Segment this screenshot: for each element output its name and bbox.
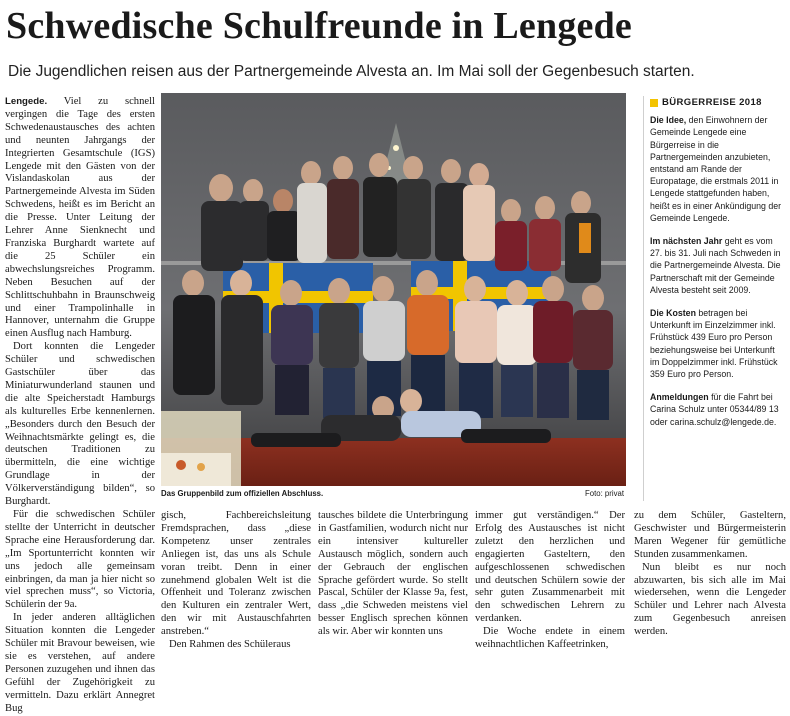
paragraph: tausches bildete die Unterbringung in Gastfamilien, wodurch nicht nur ein intensiver kultureller Austausch möglich, sondern auch der Gebrauch der englischen Sprache gefördert wurde. So stellt Pascal, Schüler der Klasse 9a, fest, dass „die Schweden meistens viel besser Englisch sprechen können als wir. Aber wir konnten uns (318, 510, 468, 638)
sidebar-divider (643, 96, 644, 501)
sidebar-text: den Einwohnern der Gemeinde Lengede eine Bürgerreise in die Partnergemeinden anzubieten, entstand am Rande der Europatage, die erstmals 2011 in Lengede stattgefunden haben, heißt es in einer Ankündigung der Gemeinde Lengede. (650, 115, 782, 223)
sidebar-paragraph (650, 391, 786, 428)
sidebar-paragraph (650, 235, 786, 296)
article-column-2 (161, 510, 311, 652)
yellow-square-icon (650, 99, 658, 107)
article-column-4 (475, 510, 625, 652)
sidebar-bold-lead: Die Idee, (650, 115, 687, 126)
paragraph-text: Viel zu schnell vergingen die Tage des ersten Schwedenaustausches des achten und neunten Jahrgangs der Integrierten Gesamtschule (IGS) Lengede mit den Gästen von der Vislandaskolan aus der Partnergemeinde Alvesta im Süden Schwedens, heißt es im Bericht an die Presse. Unter Leitung der Lehrer Anne Sienknecht und Franziska Burghardt wartete auf die 25 Schüler ein abwechslungsreiches Programm. Neben Besuchen auf der Schlittschuhbahn in Braunschweig und einer Trampolinhalle in Hannover, unternahm die Gruppe einen Ausflug nach Hamburg. (5, 96, 155, 340)
sidebar-title-text: BÜRGERREISE 2018 (662, 97, 762, 108)
paragraph (5, 96, 155, 341)
sidebar-paragraph (650, 307, 786, 380)
sidebar-info-box (650, 97, 786, 439)
paragraph: Für die schwedischen Schüler stellte der Unterricht in deutscher Sprache eine Herausforderung dar. „Im Sportunterricht konnten wir uns jedoch alle gemeinsam einbringen, da man ja hier nicht so viel sprechen muss“, so Victoria, Schülerin der 9a. (5, 509, 155, 611)
paragraph: Dort konnten die Lengeder Schüler und schwedischen Gastschüler über das Miniaturwunderland staunen und die alte Speicherstadt Hamburgs als kulturelles Erbe kennenlernen. „Besonders durch den Besuch der Weihnachtsmärkte gelingt es, die deutschen Traditionen zu übermitteln, die eine wichtige Grundlage in der Völkerverständigung bilden“, so Burghardt. (5, 341, 155, 508)
photo-credit: Foto: privat (585, 489, 624, 498)
subheadline: Die Jugendlichen reisen aus der Partnergemeinde Alvesta an. Im Mai soll der Gegenbesuch starten. (8, 63, 695, 80)
photo-caption (161, 489, 626, 499)
paragraph: immer gut verständigen.“ Der Erfolg des Austausches ist nicht zuletzt den herzlichen und engagierten Gasteltern, den aufgeschlossenen schwedischen und deutschen Schülern sowie der sehr guten Zusammenarbeit mit den schwedischen Lehrern zu verdanken. (475, 510, 625, 625)
sidebar-text: betragen bei Unterkunft im Einzelzimmer inkl. Frühstück 439 Euro pro Person beziehungsweise bei Unterkunft im Doppelzimmer inkl. Frühstück 359 Euro pro Person. (650, 308, 778, 380)
headline: Schwedische Schulfreunde in Lengede (6, 5, 632, 47)
sidebar-title (650, 97, 786, 109)
paragraph: In jeder anderen alltäglichen Situation konnten die Lengeder Schüler mit Bravour beweisen, wie sie es verstehen, auf andere Personen zuzugehen und ihnen das Gefühl der Zugehörigkeit zu vermitteln. Dazu erklärt Annegret Bug (5, 612, 155, 714)
sidebar-text: für die Fahrt bei Carina Schulz unter 05344/89 13 oder carina.schulz@lengede.de. (650, 392, 779, 427)
group-photo-image (161, 93, 626, 486)
article-column-1 (5, 96, 155, 716)
paragraph: Nun bleibt es nur noch abzuwarten, bis sich alle im Mai wiedersehen, wenn die Lengeder Schüler und Lehrer nach Alvesta zum Gegenbesuch anreisen werden. (634, 561, 786, 638)
sidebar-text: geht es vom 27. bis 31. Juli nach Schweden in die Partnergemeinde Alvesta. Die Partnerschaft mit der Gemeinde Alvesta besteht seit 2009. (650, 236, 781, 295)
sidebar-bold-lead: Anmeldungen (650, 392, 709, 403)
paragraph: Den Rahmen des Schüleraus (169, 639, 291, 651)
article-column-3 (318, 510, 468, 639)
caption-text: Das Gruppenbild zum offiziellen Abschluss. (161, 489, 324, 498)
paragraph: zu dem Schüler, Gasteltern, Geschwister und Bürgermeisterin Maren Wegener für gemütliche Stunden zusammenkamen. (634, 510, 786, 560)
sidebar-bold-lead: Die Kosten (650, 308, 696, 319)
sidebar-bold-lead: Im nächsten Jahr (650, 236, 723, 247)
paragraph: Die Woche endete in einem weihnachtlichen Kaffeetrinken, (475, 626, 625, 651)
sidebar-paragraph (650, 114, 786, 224)
paragraph: gisch, Fachbereichsleitung Fremdsprachen, dass „diese Kompetenz unser zentrales Anliegen ist, das uns als Schule voran treibt. Denn in einer zunehmend globalen Welt ist die Offenheit und Toleranz zwischen den Kulturen ein zentraler Wert, den wir mit Austauschfahrten anstreben.“ (161, 510, 311, 638)
group-photo (161, 93, 626, 486)
dateline: Lengede. (5, 96, 48, 107)
article-column-5 (634, 510, 786, 639)
